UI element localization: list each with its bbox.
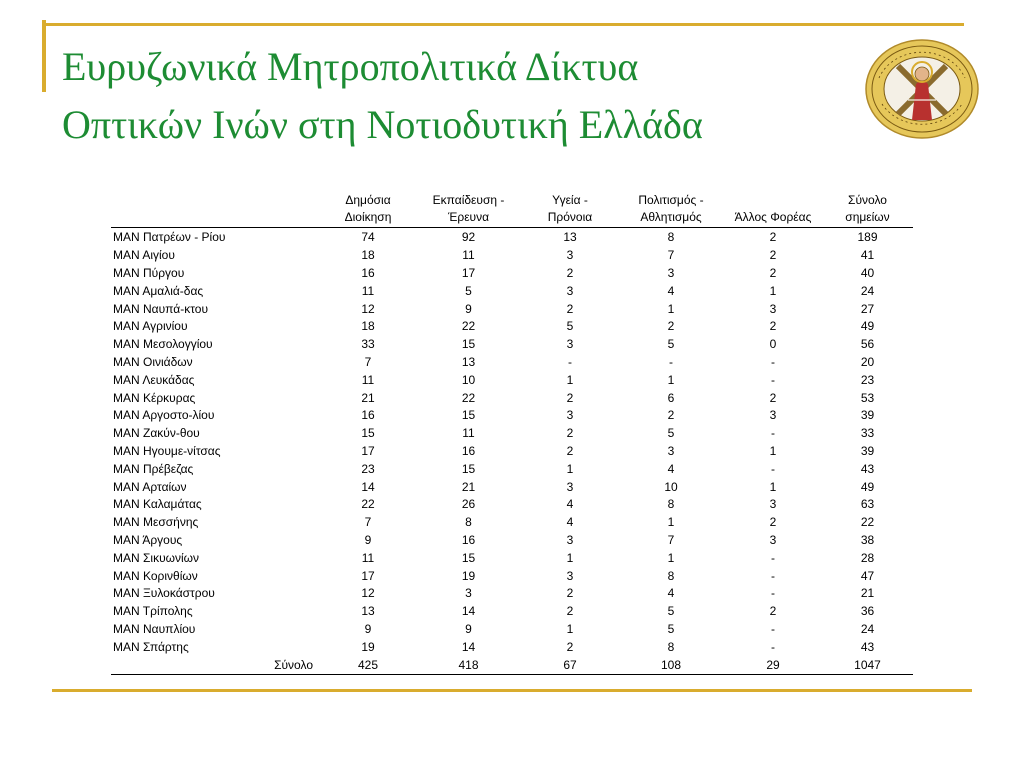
table-cell: 49: [860, 479, 875, 494]
table-cell: 2: [566, 443, 574, 458]
column-header: [522, 192, 618, 228]
table-cell: 11: [361, 550, 375, 565]
table-cell: 10: [664, 479, 678, 494]
network-name-cell: ΜΑΝ Καλαμάτας: [113, 497, 202, 512]
table-cell: 40: [860, 265, 875, 280]
table-cell: 3: [566, 248, 574, 263]
table-row: [111, 478, 913, 496]
column-header-line-2: Άλλος Φορέας: [734, 210, 812, 224]
table-cell: 23: [361, 461, 375, 476]
network-name-cell: ΜΑΝ Τρίπολης: [113, 604, 193, 619]
table-cell: 13: [361, 604, 375, 619]
table-cell: 5: [667, 426, 675, 441]
table-cell: 43: [860, 461, 875, 476]
column-header-line-1: Πολιτισμός -: [638, 193, 704, 207]
table-row: [111, 460, 913, 478]
table-cell: 14: [461, 604, 476, 619]
table-row: [111, 336, 913, 354]
table-cell: 49: [860, 319, 875, 334]
table-cell: 16: [361, 265, 375, 280]
network-name-cell: ΜΑΝ Κορινθίων: [113, 568, 198, 583]
table-row: [111, 443, 913, 461]
table-cell: 24: [860, 621, 875, 636]
table-cell: 2: [667, 319, 675, 334]
table-row: [111, 549, 913, 567]
table-row: [111, 265, 913, 283]
slide-title-line-2: Οπτικών Ινών στη Νοτιοδυτική Ελλάδα: [62, 102, 703, 147]
table-cell: 2: [566, 265, 574, 280]
network-name-cell: ΜΑΝ Μεσσήνης: [113, 515, 199, 530]
totals-cell: 108: [618, 656, 724, 674]
column-header-line-2: Διοίκηση: [344, 210, 392, 224]
table-cell: -: [771, 426, 775, 441]
table-cell: 1: [667, 515, 675, 530]
table-cell: 20: [860, 354, 875, 369]
table-row: [111, 603, 913, 621]
table-cell: 10: [461, 372, 476, 387]
table-cell: 4: [667, 586, 675, 601]
table-cell: 3: [769, 532, 777, 547]
table-cell: 27: [860, 301, 875, 316]
network-name-cell: ΜΑΝ Αμαλιά-δας: [113, 283, 204, 298]
table-cell: 3: [667, 265, 675, 280]
column-header-line-2: σημείων: [845, 210, 890, 224]
table-cell: 2: [769, 265, 777, 280]
network-name-cell: ΜΑΝ Πρέβεζας: [113, 461, 194, 476]
table-cell: 41: [860, 248, 875, 263]
table-cell: 0: [769, 337, 777, 352]
column-header: [111, 192, 321, 228]
table-cell: 8: [667, 639, 675, 654]
accent-bottom-rule: [52, 689, 972, 692]
table-cell: 3: [566, 337, 574, 352]
table-cell: 5: [667, 337, 675, 352]
table-totals-row: [111, 656, 913, 674]
network-name-cell: ΜΑΝ Πύργου: [113, 265, 185, 280]
column-header-line-2: Αθλητισμός: [640, 210, 702, 224]
table-cell: 22: [860, 515, 875, 530]
table-cell: 11: [361, 283, 375, 298]
table-row: [111, 496, 913, 514]
network-name-cell: ΜΑΝ Σικυωνίων: [113, 550, 200, 565]
table-row: [111, 407, 913, 425]
network-name-cell: ΜΑΝ Ναυπλίου: [113, 621, 196, 636]
network-name-cell: ΜΑΝ Αργοστο-λίου: [113, 408, 215, 423]
table-cell: 19: [461, 568, 476, 583]
column-header-line-1: Εκπαίδευση -: [432, 193, 505, 207]
totals-cell: 67: [522, 656, 618, 674]
table-cell: 4: [667, 283, 675, 298]
table-cell: 1: [566, 461, 574, 476]
table-cell: 8: [667, 497, 675, 512]
table-row: [111, 585, 913, 603]
table-cell: 1: [667, 301, 675, 316]
table-cell: 7: [667, 532, 675, 547]
network-name-cell: ΜΑΝ Άργους: [113, 532, 183, 547]
table-cell: 2: [769, 248, 777, 263]
totals-cell: 29: [724, 656, 822, 674]
table-cell: 1: [769, 479, 777, 494]
column-header-line-1: Σύνολο: [848, 193, 887, 207]
table-cell: 5: [566, 319, 574, 334]
table-cell: 36: [860, 604, 875, 619]
totals-cell: 425: [321, 656, 415, 674]
table-cell: 3: [769, 408, 777, 423]
table-cell: 56: [860, 337, 875, 352]
table-cell: 8: [667, 230, 675, 245]
table-cell: -: [771, 354, 775, 369]
table-cell: 17: [361, 568, 375, 583]
table-row: [111, 621, 913, 639]
table-cell: -: [771, 550, 775, 565]
table-row: [111, 638, 913, 656]
network-name-cell: ΜΑΝ Μεσολογγίου: [113, 337, 213, 352]
table-row: [111, 371, 913, 389]
table-cell: 11: [462, 248, 475, 263]
table-cell: 14: [461, 639, 476, 654]
totals-cell: 418: [415, 656, 522, 674]
table-cell: 13: [461, 354, 476, 369]
table-cell: 3: [566, 479, 574, 494]
column-header-line-1: [726, 192, 820, 209]
table-cell: 17: [361, 443, 375, 458]
column-header: [618, 192, 724, 228]
table-row: [111, 282, 913, 300]
table-cell: 11: [462, 426, 475, 441]
table-cell: 2: [566, 639, 574, 654]
table-cell: 74: [361, 230, 375, 245]
table-cell: 5: [667, 621, 675, 636]
slide-title: [62, 38, 703, 154]
totals-label: Σύνολο: [111, 656, 321, 674]
table-cell: 15: [461, 408, 476, 423]
table-cell: 18: [361, 319, 375, 334]
table-cell: 7: [364, 515, 372, 530]
table-cell: 2: [769, 390, 777, 405]
table-cell: 19: [361, 639, 375, 654]
table-cell: 92: [461, 230, 476, 245]
network-name-cell: ΜΑΝ Αρταίων: [113, 479, 187, 494]
table-cell: 5: [465, 283, 472, 298]
table-cell: 8: [667, 568, 675, 583]
table-cell: 1: [667, 372, 675, 387]
network-name-cell: ΜΑΝ Σπάρτης: [113, 639, 189, 654]
table-cell: 28: [860, 550, 875, 565]
table-cell: 2: [769, 230, 777, 245]
table-cell: 53: [860, 390, 875, 405]
table-cell: 15: [461, 337, 476, 352]
table-cell: 8: [465, 515, 472, 530]
accent-vertical-rule: [42, 20, 46, 92]
table-cell: 2: [566, 426, 574, 441]
table-cell: 24: [860, 283, 875, 298]
table-cell: 3: [465, 586, 472, 601]
table-cell: 3: [566, 283, 574, 298]
table-cell: 1: [769, 443, 777, 458]
table-cell: 15: [461, 550, 476, 565]
table-cell: -: [669, 354, 673, 369]
table-row: [111, 354, 913, 372]
table-cell: 2: [566, 390, 574, 405]
network-name-cell: ΜΑΝ Αιγίου: [113, 248, 175, 263]
table-cell: 15: [361, 426, 375, 441]
table-row: [111, 514, 913, 532]
table-cell: 2: [566, 301, 574, 316]
table-cell: 7: [667, 248, 675, 263]
table-row: [111, 318, 913, 336]
table-row: [111, 228, 913, 247]
table-cell: 17: [461, 265, 476, 280]
table-cell: 2: [769, 515, 777, 530]
column-header-line-2: [113, 209, 319, 226]
table-row: [111, 389, 913, 407]
table-cell: 9: [364, 532, 372, 547]
table-cell: 21: [860, 586, 875, 601]
table-cell: 1: [566, 550, 574, 565]
table-cell: 7: [364, 354, 372, 369]
table-cell: 12: [361, 586, 375, 601]
table-cell: 3: [566, 408, 574, 423]
table-cell: 9: [364, 621, 372, 636]
table-cell: 39: [860, 408, 875, 423]
table-cell: 5: [667, 604, 675, 619]
table-cell: 22: [461, 390, 476, 405]
table-cell: 18: [361, 248, 375, 263]
table-cell: 2: [566, 604, 574, 619]
table-cell: 12: [361, 301, 375, 316]
network-name-cell: ΜΑΝ Κέρκυρας: [113, 390, 196, 405]
table-cell: 1: [566, 372, 574, 387]
table-cell: 47: [860, 568, 875, 583]
table-row: [111, 532, 913, 550]
table-cell: 26: [461, 497, 476, 512]
table-row: [111, 425, 913, 443]
table-cell: -: [771, 639, 775, 654]
network-name-cell: ΜΑΝ Ηγουμε-νίτσας: [113, 443, 221, 458]
network-name-cell: ΜΑΝ Ξυλοκάστρου: [113, 586, 215, 601]
table-cell: 3: [667, 443, 675, 458]
table-cell: 15: [461, 461, 476, 476]
table-cell: 43: [860, 639, 875, 654]
table-cell: 3: [566, 568, 574, 583]
column-header: [822, 192, 913, 228]
table-cell: 16: [461, 443, 476, 458]
table-cell: -: [771, 586, 775, 601]
slide-title-line-1: Ευρυζωνικά Μητροπολιτικά Δίκτυα: [62, 44, 639, 89]
network-name-cell: ΜΑΝ Πατρέων - Ρίου: [113, 230, 226, 245]
university-seal-icon: [864, 38, 980, 140]
network-name-cell: ΜΑΝ Οινιάδων: [113, 354, 193, 369]
table-cell: 2: [566, 586, 574, 601]
column-header-line-1: [113, 192, 319, 209]
table-body: [111, 228, 913, 657]
table-cell: 33: [361, 337, 375, 352]
table-cell: -: [771, 372, 775, 387]
table-row: [111, 567, 913, 585]
network-name-cell: ΜΑΝ Λευκάδας: [113, 372, 195, 387]
table-cell: 2: [769, 319, 777, 334]
table-row: [111, 247, 913, 265]
table-cell: 16: [461, 532, 476, 547]
table-cell: 1: [566, 621, 574, 636]
table-cell: 11: [361, 372, 375, 387]
table-cell: 2: [667, 408, 675, 423]
table-cell: 189: [857, 230, 878, 245]
table-cell: -: [771, 621, 775, 636]
totals-cell: 1047: [822, 656, 913, 674]
table-cell: 38: [860, 532, 875, 547]
table-cell: 9: [465, 621, 472, 636]
column-header-line-2: Έρευνα: [447, 210, 490, 224]
table-cell: 4: [566, 515, 574, 530]
table-cell: 22: [361, 497, 375, 512]
table-cell: 3: [566, 532, 574, 547]
table-cell: 9: [465, 301, 472, 316]
table-cell: 16: [361, 408, 375, 423]
table-cell: 23: [860, 372, 875, 387]
column-header-line-2: Πρόνοια: [547, 210, 593, 224]
table-row: [111, 300, 913, 318]
table-cell: 1: [667, 550, 675, 565]
table-header-row: [111, 192, 913, 228]
network-name-cell: ΜΑΝ Αγρινίου: [113, 319, 188, 334]
table-cell: 21: [361, 390, 375, 405]
table-cell: 13: [563, 230, 577, 245]
table-cell: 21: [461, 479, 476, 494]
table-cell: 63: [860, 497, 875, 512]
column-header: [321, 192, 415, 228]
table-cell: 4: [566, 497, 574, 512]
table-cell: 33: [860, 426, 875, 441]
network-name-cell: ΜΑΝ Ζακύν-θου: [113, 426, 200, 441]
data-table: [111, 192, 913, 675]
table-cell: 3: [769, 301, 777, 316]
table-cell: 14: [361, 479, 375, 494]
column-header: [415, 192, 522, 228]
table-cell: 2: [769, 604, 777, 619]
column-header-line-1: Δημόσια: [345, 193, 391, 207]
table-cell: -: [568, 354, 572, 369]
table-cell: 22: [461, 319, 476, 334]
table-cell: 1: [769, 283, 777, 298]
table-cell: 6: [667, 390, 675, 405]
table-cell: -: [771, 461, 775, 476]
column-header-line-1: Υγεία -: [552, 193, 588, 207]
table-cell: 3: [769, 497, 777, 512]
table-cell: 39: [860, 443, 875, 458]
column-header: [724, 192, 822, 228]
table-cell: -: [771, 568, 775, 583]
table-cell: 4: [667, 461, 675, 476]
accent-top-rule: [42, 23, 964, 26]
network-name-cell: ΜΑΝ Ναυπά-κτου: [113, 301, 209, 316]
